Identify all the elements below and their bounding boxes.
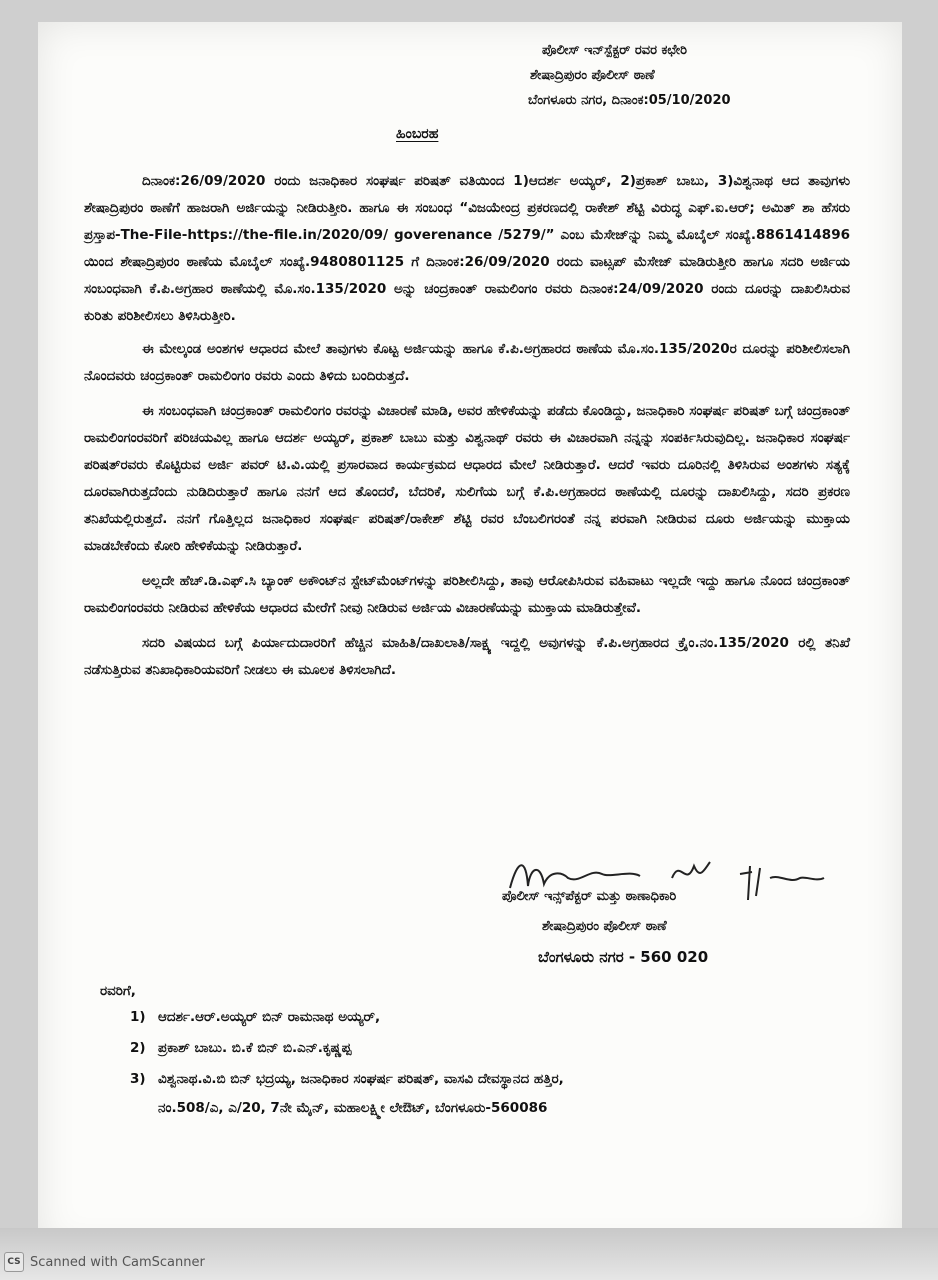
letterhead-station: ಶೇಷಾದ್ರಿಪುರಂ ಪೊಲೀಸ್ ಠಾಣೆ [530,68,655,83]
letterhead [528,38,828,113]
letter-body [84,168,850,692]
scanner-label: Scanned with CamScanner [30,1254,205,1270]
body-paragraph-4: ಅಲ್ಲದೇ ಹೆಚ್.ಡಿ.ಎಫ್.ಸಿ ಬ್ಯಾಂಕ್ ಅಕೌಂಟ್‌ನ ಸ್ಟೇಟ್‌ಮೆಂಟ್‌ಗಳನ್ನು ಪರಿಶೀಲಿಸಿದ್ದು, ತಾವು ಆರೋಪಿಸಿರುವ ವಹಿವಾಟು ಇಲ್ಲದೇ ಇದ್ದು ಹಾಗೂ ನೊಂದ ಚಂದ್ರಕಾಂತ್ ರಾಮಲಿಂಗಂರವರು ನೀಡಿರುವ ಹೇಳಿಕೆಯ ಆಧಾರದ ಮೇರೆಗೆ ನೀವು ನೀಡಿರುವ ಅರ್ಜಿಯ ವಿಚಾರಣೆಯನ್ನು ಮುಕ್ತಾಯ ಮಾಡಿರುತ್ತೇವೆ. [84,573,850,616]
list-item [130,1003,830,1032]
seal-station: ಶೇಷಾದ್ರಿಪುರಂ ಪೊಲೀಸ್ ಠಾಣೆ [542,919,667,934]
body-paragraph-1: ದಿನಾಂಕ:26/09/2020 ರಂದು ಜನಾಧಿಕಾರ ಸಂಘರ್ಷ ಪರಿಷತ್ ವತಿಯಿಂದ 1)ಆದರ್ಶ ಅಯ್ಯರ್, 2)ಪ್ರಕಾಶ್ ಬಾಬು, 3)ವಿಶ್ವನಾಥ ಆದ ತಾವುಗಳು ಶೇಷಾದ್ರಿಪುರಂ ಠಾಣೆಗೆ ಹಾಜರಾಗಿ ಅರ್ಜಿಯನ್ನು ನೀಡಿರುತ್ತೀರಿ. ಹಾಗೂ ಈ ಸಂಬಂಧ “ವಿಜಯೇಂದ್ರ ಪ್ರಕರಣದಲ್ಲಿ ರಾಕೇಶ್ ಶೆಟ್ಟಿ ವಿರುದ್ಧ ಎಫ್.ಐ.ಆರ್; ಅಮಿತ್ ಶಾ ಹೆಸರು ಪ್ರಸ್ತಾಪ-The-File-https://the-file.in/2020/09/ goverenance /5279/” ಎಂಬ ಮೆಸೇಜ್‌ನ್ನು ನಿಮ್ಮ ಮೊಬೈಲ್ ಸಂಖ್ಯೆ.8861414896 ಯಿಂದ ಶೇಷಾದ್ರಿಪುರಂ ಠಾಣೆಯ ಮೊಬೈಲ್ ಸಂಖ್ಯೆ.9480801125 ಗೆ ದಿನಾಂಕ:26/09/2020 ರಂದು ವಾಟ್ಸಪ್ ಮೆಸೇಜ್ ಮಾಡಿರುತ್ತೀರಿ ಹಾಗೂ ಸದರಿ ಅರ್ಜಿಯ ಸಂಬಂಧವಾಗಿ ಕೆ.ಪಿ.ಅಗ್ರಹಾರ ಠಾಣೆಯಲ್ಲಿ ಮೊ.ಸಂ.135/2020 ಅನ್ನು ಚಂದ್ರಕಾಂತ್ ರಾಮಲಿಂಗಂ ರವರು ದಿನಾಂಕ:24/09/2020 ರಂದು ದೂರನ್ನು ದಾಖಲಿಸಿರುವ ಕುರಿತು ಪರಿಶೀಲಿಸಲು ತಿಳಿಸಿರುತ್ತೀರಿ. [84,173,850,324]
body-paragraph-2: ಈ ಮೇಲ್ಕಂಡ ಅಂಶಗಳ ಆಧಾರದ ಮೇಲೆ ತಾವುಗಳು ಕೊಟ್ಟ ಅರ್ಜಿಯನ್ನು ಹಾಗೂ ಕೆ.ಪಿ.ಅಗ್ರಹಾರದ ಠಾಣೆಯ ಮೊ.ಸಂ.135/2020ರ ದೂರನ್ನು ಪರಿಶೀಲಿಸಲಾಗಿ ನೊಂದವರು ಚಂದ್ರಕಾಂತ್ ರಾಮಲಿಂಗಂ ರವರು ಎಂದು ತಿಳಿದು ಬಂದಿರುತ್ತದೆ. [84,341,850,384]
recipient-number: 2) [130,1040,146,1056]
list-item [130,1065,830,1123]
list-item [130,1034,830,1063]
recipient-number: 3) [130,1071,146,1087]
recipients-heading: ರವರಿಗೆ, [100,983,136,999]
recipients-list [130,1003,830,1125]
letterhead-office: ಪೊಲೀಸ್ ಇನ್‌ಸ್ಪೆಕ್ಟರ್ ರವರ ಕಛೇರಿ [542,43,687,58]
seal-designation: ಪೊಲೀಸ್ ಇನ್ಸ್‌ಪೆಕ್ಟರ್ ಮತ್ತು ಠಾಣಾಧಿಕಾರಿ [502,889,677,904]
official-seal-text [502,882,842,972]
body-paragraph-3: ಈ ಸಂಬಂಧವಾಗಿ ಚಂದ್ರಕಾಂತ್ ರಾಮಲಿಂಗಂ ರವರನ್ನು ವಿಚಾರಣೆ ಮಾಡಿ, ಅವರ ಹೇಳಿಕೆಯನ್ನು ಪಡೆದು ಕೊಂಡಿದ್ದು, ಜನಾಧಿಕಾರಿ ಸಂಘರ್ಷ ಪರಿಷತ್ ಬಗ್ಗೆ ಚಂದ್ರಕಾಂತ್ ರಾಮಲಿಂಗಂರವರಿಗೆ ಪರಿಚಯವಿಲ್ಲ ಹಾಗೂ ಆದರ್ಶ ಅಯ್ಯರ್, ಪ್ರಕಾಶ್ ಬಾಬು ಮತ್ತು ವಿಶ್ವನಾಥ್ ರವರು ಈ ವಿಚಾರವಾಗಿ ನನ್ನನ್ನು ಸಂಪರ್ಕಿಸಿರುವುದಿಲ್ಲ. ಜನಾಧಿಕಾರ ಸಂಘರ್ಷ ಪರಿಷತ್‌ರವರು ಕೊಟ್ಟಿರುವ ಅರ್ಜಿ ಪವರ್ ಟಿ.ವಿ.ಯಲ್ಲಿ ಪ್ರಸಾರವಾದ ಕಾರ್ಯಕ್ರಮದ ಆಧಾರದ ಮೇಲೆ ನೀಡಿರುತ್ತಾರೆ. ಆದರೆ ಇವರು ದೂರಿನಲ್ಲಿ ತಿಳಿಸಿರುವ ಅಂಶಗಳು ಸತ್ಯಕ್ಕೆ ದೂರವಾಗಿರುತ್ತದೆಂದು ನುಡಿದಿರುತ್ತಾರೆ ಹಾಗೂ ನನಗೆ ಆದ ತೊಂದರೆ, ಬೆದರಿಕೆ, ಸುಲಿಗೆಯ ಬಗ್ಗೆ ಕೆ.ಪಿ.ಅಗ್ರಹಾರದ ಠಾಣೆಯಲ್ಲಿ ದೂರನ್ನು ದಾಖಲಿಸಿದ್ದು, ಸದರಿ ಪ್ರಕರಣ ತನಿಖೆಯಲ್ಲಿರುತ್ತದೆ. ನನಗೆ ಗೊತ್ತಿಲ್ಲದ ಜನಾಧಿಕಾರ ಸಂಘರ್ಷ ಪರಿಷತ್/ರಾಕೇಶ್ ಶೆಟ್ಟಿ ರವರ ಬೆಂಬಲಿಗರಂತೆ ನನ್ನ ಪರವಾಗಿ ನೀಡಿರುವ ದೂರು ಅರ್ಜಿಯನ್ನು ಮುಕ್ತಾಯ ಮಾಡಬೇಕೆಂದು ಕೋರಿ ಹೇಳಿಕೆಯನ್ನು ನೀಡಿರುತ್ತಾರೆ. [84,403,850,554]
document-subject: ಹಿಂಬರಹ [396,126,439,142]
recipient-text: ಆದರ್ಶ.ಆರ್.ಅಯ್ಯರ್ ಬಿನ್ ರಾಮನಾಥ ಅಯ್ಯರ್, [158,1009,381,1025]
recipient-text: ಪ್ರಕಾಶ್ ಬಾಬು. ಬಿ.ಕೆ ಬಿನ್ ಬಿ.ಎನ್.ಕೃಷ್ಣಪ್ಪ [158,1040,352,1056]
recipient-number: 1) [130,1009,146,1025]
camscanner-icon: CS [4,1252,24,1272]
scanner-watermark [4,1252,205,1272]
recipient-text: ವಿಶ್ವನಾಥ.ವಿ.ಬಿ ಬಿನ್ ಭದ್ರಯ್ಯ, ಜನಾಧಿಕಾರ ಸಂಘರ್ಷ ಪರಿಷತ್, ವಾಸವಿ ದೇವಸ್ಥಾನದ ಹತ್ತಿರ, [158,1071,564,1087]
recipient-address-cont: ನಂ.508/ಎ, ಎ/20, 7ನೇ ಮೈನ್, ಮಹಾಲಕ್ಷ್ಮೀ ಲೇಔಟ್, ಬೆಂಗಳೂರು-560086 [158,1100,548,1116]
body-paragraph-5: ಸದರಿ ವಿಷಯದ ಬಗ್ಗೆ ಪಿರ್ಯಾದುದಾರರಿಗೆ ಹೆಚ್ಚಿನ ಮಾಹಿತಿ/ದಾಖಲಾತಿ/ಸಾಕ್ಷ್ಯ ಇದ್ದಲ್ಲಿ ಅವುಗಳನ್ನು ಕೆ.ಪಿ.ಅಗ್ರಹಾರದ ಕ್ರೈಂ.ನಂ.135/2020 ರಲ್ಲಿ ತನಿಖೆ ನಡೆಸುತ್ತಿರುವ ತನಿಖಾಧಿಕಾರಿಯವರಿಗೆ ನೀಡಲು ಈ ಮೂಲಕ ತಿಳಿಸಲಾಗಿದೆ. [84,635,850,678]
seal-city-pin: ಬೆಂಗಳೂರು ನಗರ - 560 020 [538,948,709,966]
signature-block [490,848,850,978]
letterhead-city-date: ಬೆಂಗಳೂರು ನಗರ, ದಿನಾಂಕ:05/10/2020 [528,93,731,108]
